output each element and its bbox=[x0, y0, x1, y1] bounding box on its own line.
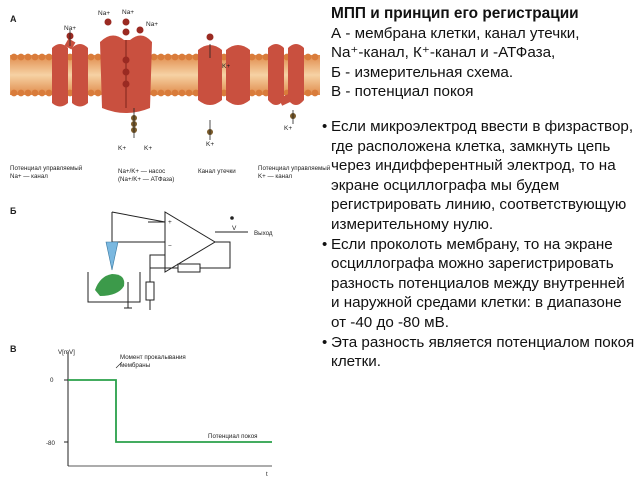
lipid-head bbox=[11, 90, 18, 97]
x-end-label: t bbox=[266, 471, 268, 478]
ion-label-na-4: Na+ bbox=[146, 21, 159, 28]
lipid-head bbox=[172, 90, 179, 97]
lipid-head bbox=[25, 54, 32, 61]
ion-label-k-4: K+ bbox=[284, 125, 293, 132]
lipid-head bbox=[305, 90, 312, 97]
annotation-line-1: Момент прокалывания bbox=[120, 354, 186, 361]
lipid-head bbox=[39, 54, 46, 61]
lipid-head bbox=[95, 90, 102, 97]
caption-pump-1: Na+/K+ — насос bbox=[118, 168, 166, 175]
caption-na-channel-1: Потенциал управляемый bbox=[10, 165, 83, 172]
trace-label: Потенциал покоя bbox=[208, 433, 258, 440]
lipid-head bbox=[312, 90, 319, 97]
lipid-head bbox=[88, 90, 95, 97]
panel-a-letter: А bbox=[10, 14, 17, 24]
legend-line-b: Б - измерительная схема. bbox=[331, 63, 514, 81]
lipid-head bbox=[158, 90, 165, 97]
lipid-head bbox=[312, 54, 319, 61]
page-title: МПП и принцип его регистрации bbox=[331, 5, 579, 22]
lipid-head bbox=[151, 54, 158, 61]
lipid-head bbox=[18, 54, 25, 61]
ion-label-na-2: Na+ bbox=[98, 10, 111, 17]
lipid-head bbox=[158, 54, 165, 61]
lipid-head bbox=[11, 54, 18, 61]
lipid-head bbox=[151, 90, 158, 97]
lipid-head bbox=[32, 90, 39, 97]
lipid-head bbox=[32, 54, 39, 61]
y-axis-label: V[mV] bbox=[58, 349, 75, 356]
lipid-head bbox=[39, 90, 46, 97]
ion-label-k-3: K+ bbox=[206, 141, 215, 148]
bullet-item-2: • Если проколоть мембрану, то на экране осциллографа можно зарегистрировать разность потенциалов между внутренней и наружной средами клетки: в диапазоне от -40 до -80 мВ. bbox=[331, 235, 637, 333]
lipid-head bbox=[46, 54, 53, 61]
ion-label-k-2: K+ bbox=[144, 145, 153, 152]
y-tick-minus80: -80 bbox=[46, 440, 55, 447]
caption-pump-2: (Na+/K+ — АТФаза) bbox=[118, 176, 175, 183]
node-dot bbox=[230, 216, 234, 220]
y-tick-0: 0 bbox=[50, 377, 54, 384]
amplifier-triangle bbox=[165, 212, 215, 272]
amp-plus: + bbox=[168, 219, 172, 226]
ion-label-k-1: K+ bbox=[118, 145, 127, 152]
lipid-head bbox=[186, 90, 193, 97]
lipid-head bbox=[256, 90, 263, 97]
lipid-head bbox=[305, 54, 312, 61]
ion-label-k-top: K+ bbox=[222, 63, 231, 70]
cell-shape bbox=[95, 274, 124, 296]
annotation-line-2: мембраны bbox=[120, 362, 151, 369]
lipid-head bbox=[95, 54, 102, 61]
v-label: V bbox=[232, 225, 237, 232]
lipid-head bbox=[25, 90, 32, 97]
caption-k-channel-1: Потенциал управляемый bbox=[258, 165, 330, 172]
legend-line-a: А - мембрана клетки, канал утечки, bbox=[331, 24, 580, 42]
lipid-head bbox=[256, 54, 263, 61]
lipid-head bbox=[18, 90, 25, 97]
lipid-head bbox=[186, 54, 193, 61]
lipid-head bbox=[179, 54, 186, 61]
microelectrode bbox=[106, 242, 118, 270]
legend-line-a2: Na⁺-канал, К⁺-канал и -АТФаза, bbox=[331, 44, 556, 62]
k-dots bbox=[131, 113, 296, 135]
lipid-head bbox=[165, 90, 172, 97]
output-label: Выход bbox=[254, 230, 273, 237]
panel-c-letter: В bbox=[10, 344, 17, 354]
bullet-item-3: • Эта разность является потенциалом покоя клетки. bbox=[331, 333, 637, 372]
ion-label-na-3: Na+ bbox=[122, 9, 135, 16]
caption-leak: Канал утечки bbox=[198, 168, 236, 175]
legend-line-c: В - потенциал покоя bbox=[331, 83, 474, 101]
lipid-head bbox=[88, 54, 95, 61]
lipid-head bbox=[172, 54, 179, 61]
lipid-head bbox=[179, 90, 186, 97]
text-column bbox=[331, 4, 637, 476]
caption-na-channel-2: Na+ — канал bbox=[10, 173, 48, 180]
bullet-list bbox=[331, 117, 637, 372]
panel-b-letter: Б bbox=[10, 206, 17, 216]
amp-minus: − bbox=[168, 243, 172, 250]
ion-label-na-1: Na+ bbox=[64, 25, 77, 32]
lipid-head bbox=[46, 90, 53, 97]
caption-k-channel-2: K+ — канал bbox=[258, 173, 293, 180]
bullet-item-1: • Если микроэлектрод ввести в физраствор, где расположена клетка, замкнуть цепь через индифферентный электрод, то на экране осциллографа мы будем регистрировать линию, соответствующую измерительному нулю. bbox=[331, 117, 637, 235]
lipid-head bbox=[165, 54, 172, 61]
resting-potential-chart bbox=[46, 349, 272, 478]
